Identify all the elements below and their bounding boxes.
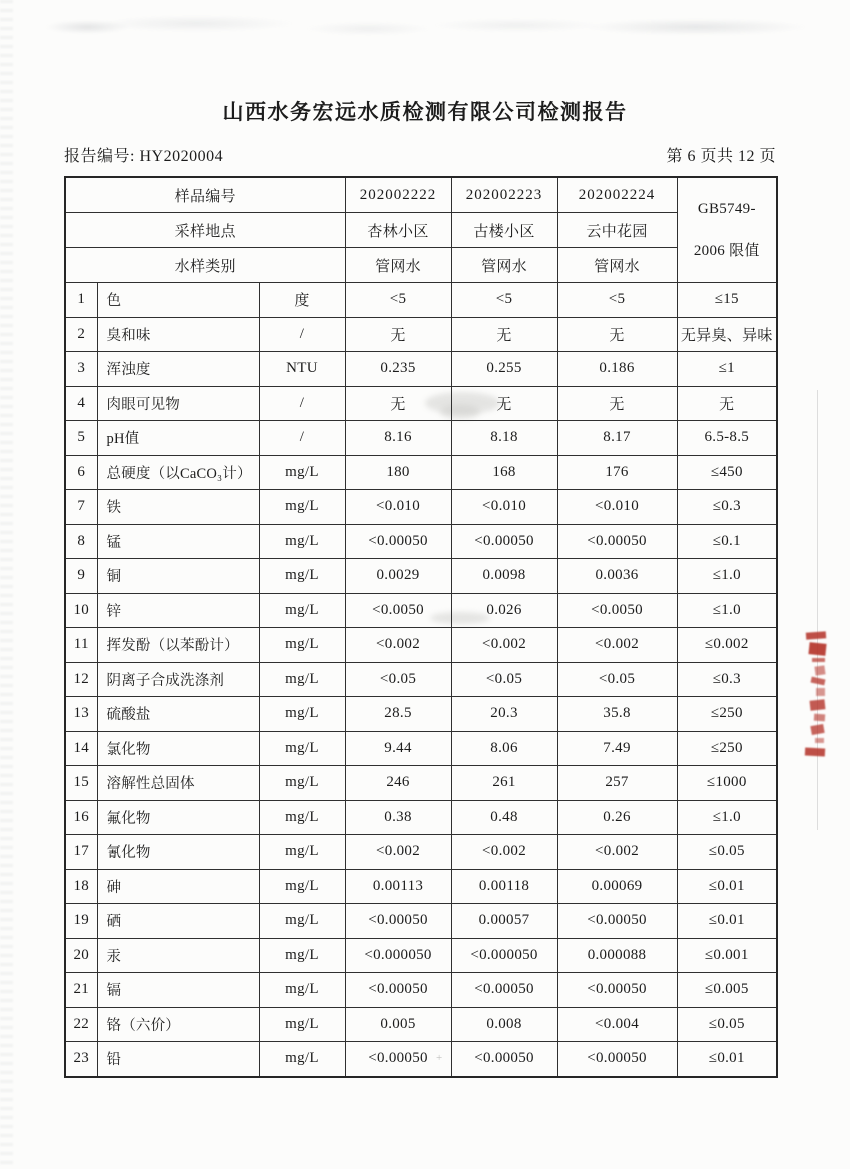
unit-cell: mg/L <box>259 490 345 525</box>
limit-value-cell: ≤0.01 <box>677 904 777 939</box>
unit-cell: mg/L <box>259 524 345 559</box>
header-label-sample-id: 样品编号 <box>65 177 345 213</box>
sample1-value-cell: 0.0029 <box>345 559 451 594</box>
sample2-value-cell: <0.00050 <box>451 1042 557 1077</box>
sample2-value-cell: 0.00118 <box>451 869 557 904</box>
limit-value-cell: ≤1.0 <box>677 800 777 835</box>
parameter-name-cell: 硫酸盐 <box>97 697 259 732</box>
sample1-value-cell: <0.00050 <box>345 973 451 1008</box>
row-number-cell: 8 <box>65 524 97 559</box>
sample2-value-cell: 0.48 <box>451 800 557 835</box>
parameter-name-cell: 铜 <box>97 559 259 594</box>
sample1-value-cell: <5 <box>345 283 451 318</box>
row-number-cell: 22 <box>65 1007 97 1042</box>
limit-value-cell: ≤1.0 <box>677 593 777 628</box>
parameter-name-cell: 氟化物 <box>97 800 259 835</box>
limit-value-cell: 6.5-8.5 <box>677 421 777 456</box>
parameter-row <box>65 662 777 697</box>
row-number-cell: 12 <box>65 662 97 697</box>
limit-value-cell: ≤1000 <box>677 766 777 801</box>
parameter-name-cell: 镉 <box>97 973 259 1008</box>
parameter-name-cell: 锰 <box>97 524 259 559</box>
sample1-value-cell: 0.38 <box>345 800 451 835</box>
parameter-name-cell: 汞 <box>97 938 259 973</box>
sample3-value-cell: 35.8 <box>557 697 677 732</box>
row-number-cell: 1 <box>65 283 97 318</box>
parameter-row <box>65 317 777 352</box>
sample3-value-cell: 0.000088 <box>557 938 677 973</box>
unit-cell: mg/L <box>259 904 345 939</box>
row-number-cell: 7 <box>65 490 97 525</box>
sample2-value-cell: 261 <box>451 766 557 801</box>
sample2-value-cell: <0.002 <box>451 835 557 870</box>
unit-cell: mg/L <box>259 455 345 490</box>
unit-cell: mg/L <box>259 835 345 870</box>
header-label-location: 采样地点 <box>65 213 345 248</box>
limit-value-cell: ≤0.001 <box>677 938 777 973</box>
sample2-value-cell: 无 <box>451 386 557 421</box>
sample2-type-cell: 管网水 <box>451 248 557 283</box>
parameter-row <box>65 835 777 870</box>
unit-cell: / <box>259 317 345 352</box>
sample1-id-cell: 202002222 <box>345 177 451 213</box>
unit-cell: mg/L <box>259 662 345 697</box>
parameter-row <box>65 800 777 835</box>
parameter-name-cell: 氰化物 <box>97 835 259 870</box>
unit-cell: mg/L <box>259 869 345 904</box>
sample3-value-cell: <0.00050 <box>557 973 677 1008</box>
parameter-name-cell: 氯化物 <box>97 731 259 766</box>
sample3-value-cell: <0.002 <box>557 835 677 870</box>
row-number-cell: 2 <box>65 317 97 352</box>
row-number-cell: 9 <box>65 559 97 594</box>
row-number-cell: 3 <box>65 352 97 387</box>
report-number-value: HY2020004 <box>139 148 224 165</box>
unit-cell: mg/L <box>259 938 345 973</box>
parameter-row <box>65 455 777 490</box>
sample1-value-cell: 180 <box>345 455 451 490</box>
row-number-cell: 18 <box>65 869 97 904</box>
header-label-type: 水样类别 <box>65 248 345 283</box>
limit-standard-line1: GB5749- <box>697 201 756 217</box>
limit-value-cell: 无 <box>677 386 777 421</box>
parameter-name-cell: 阴离子合成洗涤剂 <box>97 662 259 697</box>
sample3-type-cell: 管网水 <box>557 248 677 283</box>
limit-standard-line2: 2006 限值 <box>693 243 760 259</box>
unit-cell: mg/L <box>259 697 345 732</box>
sample3-value-cell: 无 <box>557 317 677 352</box>
page-title: 山西水务宏远水质检测有限公司检测报告 <box>222 101 628 124</box>
sample3-value-cell: <0.05 <box>557 662 677 697</box>
parameter-row <box>65 490 777 525</box>
sample1-value-cell: 0.005 <box>345 1007 451 1042</box>
parameter-row <box>65 904 777 939</box>
sample3-value-cell: 0.186 <box>557 352 677 387</box>
parameter-name-cell: 色 <box>97 283 259 318</box>
parameter-row <box>65 352 777 387</box>
limit-value-cell: ≤250 <box>677 697 777 732</box>
parameter-name-cell: 硒 <box>97 904 259 939</box>
sample2-value-cell: 0.008 <box>451 1007 557 1042</box>
sample1-value-cell: <0.05 <box>345 662 451 697</box>
unit-cell: mg/L <box>259 800 345 835</box>
sample2-location-cell: 古楼小区 <box>451 213 557 248</box>
sample1-value-cell: 0.235 <box>345 352 451 387</box>
row-number-cell: 10 <box>65 593 97 628</box>
sample1-value-cell: 246 <box>345 766 451 801</box>
limit-value-cell: ≤250 <box>677 731 777 766</box>
unit-cell: mg/L <box>259 766 345 801</box>
parameter-name-cell: 锌 <box>97 593 259 628</box>
row-number-cell: 5 <box>65 421 97 456</box>
scan-noise-top <box>25 10 805 44</box>
row-number-cell: 6 <box>65 455 97 490</box>
sample1-value-cell: <0.00050 <box>345 904 451 939</box>
parameter-row <box>65 386 777 421</box>
sample3-value-cell: 0.00069 <box>557 869 677 904</box>
row-number-cell: 20 <box>65 938 97 973</box>
unit-cell: mg/L <box>259 559 345 594</box>
scan-noise-left-edge <box>0 0 13 1169</box>
sample2-value-cell: <0.010 <box>451 490 557 525</box>
row-number-cell: 4 <box>65 386 97 421</box>
parameter-row <box>65 1042 777 1077</box>
sample3-value-cell: <5 <box>557 283 677 318</box>
sample3-value-cell: 无 <box>557 386 677 421</box>
sample1-value-cell: <0.010 <box>345 490 451 525</box>
sample2-value-cell: <0.002 <box>451 628 557 663</box>
limit-value-cell: ≤0.3 <box>677 662 777 697</box>
parameter-row <box>65 697 777 732</box>
sample3-value-cell: 176 <box>557 455 677 490</box>
parameter-name-cell: 铬（六价） <box>97 1007 259 1042</box>
parameter-name-cell: 铁 <box>97 490 259 525</box>
parameter-row <box>65 731 777 766</box>
limit-value-cell: ≤0.01 <box>677 1042 777 1077</box>
sample2-value-cell: 168 <box>451 455 557 490</box>
limit-value-cell: ≤0.3 <box>677 490 777 525</box>
sample3-value-cell: 0.0036 <box>557 559 677 594</box>
parameter-name-cell: 肉眼可见物 <box>97 386 259 421</box>
header-row-sample-type <box>65 248 777 283</box>
sample3-location-cell: 云中花园 <box>557 213 677 248</box>
sample1-value-cell: 无 <box>345 317 451 352</box>
sample3-value-cell: <0.00050 <box>557 524 677 559</box>
row-number-cell: 11 <box>65 628 97 663</box>
limit-value-cell: ≤15 <box>677 283 777 318</box>
parameter-name-cell: 臭和味 <box>97 317 259 352</box>
unit-cell: / <box>259 421 345 456</box>
parameter-name-cell: 溶解性总固体 <box>97 766 259 801</box>
limit-value-cell: ≤1 <box>677 352 777 387</box>
parameter-name-cell: 砷 <box>97 869 259 904</box>
sample2-value-cell: <0.00050 <box>451 973 557 1008</box>
sample2-value-cell: 0.0098 <box>451 559 557 594</box>
unit-cell: mg/L <box>259 731 345 766</box>
sample1-value-cell: <0.000050 <box>345 938 451 973</box>
sample2-value-cell: 无 <box>451 317 557 352</box>
sample1-value-cell: <0.00050 <box>345 524 451 559</box>
parameter-name-cell: pH值 <box>97 421 259 456</box>
parameter-name-cell: 浑浊度 <box>97 352 259 387</box>
parameter-row <box>65 628 777 663</box>
parameter-row <box>65 1007 777 1042</box>
sample1-value-cell: 9.44 <box>345 731 451 766</box>
scan-artifact-cross: + <box>436 1052 443 1064</box>
sample3-id-cell: 202002224 <box>557 177 677 213</box>
parameter-row <box>65 593 777 628</box>
sample2-value-cell: <0.05 <box>451 662 557 697</box>
report-meta-row <box>64 143 776 166</box>
report-number-label: 报告编号: <box>64 148 135 165</box>
sample1-location-cell: 杏林小区 <box>345 213 451 248</box>
parameter-row <box>65 938 777 973</box>
parameter-row <box>65 421 777 456</box>
report-number <box>64 143 223 166</box>
row-number-cell: 14 <box>65 731 97 766</box>
parameter-name-cell: 挥发酚（以苯酚计） <box>97 628 259 663</box>
row-number-cell: 19 <box>65 904 97 939</box>
sample2-value-cell: 8.06 <box>451 731 557 766</box>
sample2-value-cell: <0.00050 <box>451 524 557 559</box>
water-quality-results-table <box>64 176 778 1078</box>
sample3-value-cell: <0.010 <box>557 490 677 525</box>
unit-cell: mg/L <box>259 973 345 1008</box>
header-row-sampling-location <box>65 213 777 248</box>
sample2-value-cell: 0.255 <box>451 352 557 387</box>
limit-value-cell: ≤0.005 <box>677 973 777 1008</box>
red-stamp-fragment <box>797 630 831 766</box>
row-number-cell: 16 <box>65 800 97 835</box>
parameter-row <box>65 559 777 594</box>
sample3-value-cell: 0.26 <box>557 800 677 835</box>
limit-value-cell: ≤0.05 <box>677 1007 777 1042</box>
unit-cell: 度 <box>259 283 345 318</box>
limit-value-cell: 无异臭、异味 <box>677 317 777 352</box>
sample2-value-cell: <5 <box>451 283 557 318</box>
header-row-sample-id <box>65 177 777 213</box>
row-number-cell: 17 <box>65 835 97 870</box>
unit-cell: mg/L <box>259 1007 345 1042</box>
sample3-value-cell: <0.004 <box>557 1007 677 1042</box>
limit-value-cell: ≤1.0 <box>677 559 777 594</box>
sample1-value-cell: 8.16 <box>345 421 451 456</box>
sample1-type-cell: 管网水 <box>345 248 451 283</box>
limit-value-cell: ≤0.002 <box>677 628 777 663</box>
sample3-value-cell: 8.17 <box>557 421 677 456</box>
limit-standard-header-cell <box>677 177 777 283</box>
sample1-value-cell: 0.00113 <box>345 869 451 904</box>
sample2-value-cell: 20.3 <box>451 697 557 732</box>
row-number-cell: 23 <box>65 1042 97 1077</box>
parameter-row <box>65 973 777 1008</box>
limit-value-cell: ≤450 <box>677 455 777 490</box>
parameter-row <box>65 869 777 904</box>
sample3-value-cell: <0.0050 <box>557 593 677 628</box>
row-number-cell: 21 <box>65 973 97 1008</box>
unit-cell: mg/L <box>259 593 345 628</box>
sample3-value-cell: <0.002 <box>557 628 677 663</box>
sample3-value-cell: <0.00050 <box>557 904 677 939</box>
row-number-cell: 13 <box>65 697 97 732</box>
sample1-value-cell: 28.5 <box>345 697 451 732</box>
sample2-value-cell: 0.026 <box>451 593 557 628</box>
sample3-value-cell: <0.00050 <box>557 1042 677 1077</box>
parameter-name-cell: 总硬度（以CaCO₃计） <box>97 455 259 490</box>
sample1-value-cell: 无 <box>345 386 451 421</box>
parameter-row <box>65 524 777 559</box>
sample2-value-cell: <0.000050 <box>451 938 557 973</box>
page-indicator: 第 6 页共 12 页 <box>666 148 776 165</box>
sample2-id-cell: 202002223 <box>451 177 557 213</box>
limit-value-cell: ≤0.1 <box>677 524 777 559</box>
sample1-value-cell: <0.002 <box>345 628 451 663</box>
parameter-name-cell: 铅 <box>97 1042 259 1077</box>
unit-cell: / <box>259 386 345 421</box>
unit-cell: NTU <box>259 352 345 387</box>
sample3-value-cell: 257 <box>557 766 677 801</box>
unit-cell: mg/L <box>259 1042 345 1077</box>
limit-value-cell: ≤0.05 <box>677 835 777 870</box>
sample2-value-cell: 0.00057 <box>451 904 557 939</box>
limit-value-cell: ≤0.01 <box>677 869 777 904</box>
sample1-value-cell: <0.0050 <box>345 593 451 628</box>
row-number-cell: 15 <box>65 766 97 801</box>
parameter-row <box>65 283 777 318</box>
unit-cell: mg/L <box>259 628 345 663</box>
parameter-row <box>65 766 777 801</box>
sample2-value-cell: 8.18 <box>451 421 557 456</box>
sample1-value-cell: <0.002 <box>345 835 451 870</box>
sample1-value-cell: <0.00050 <box>345 1042 451 1077</box>
sample3-value-cell: 7.49 <box>557 731 677 766</box>
